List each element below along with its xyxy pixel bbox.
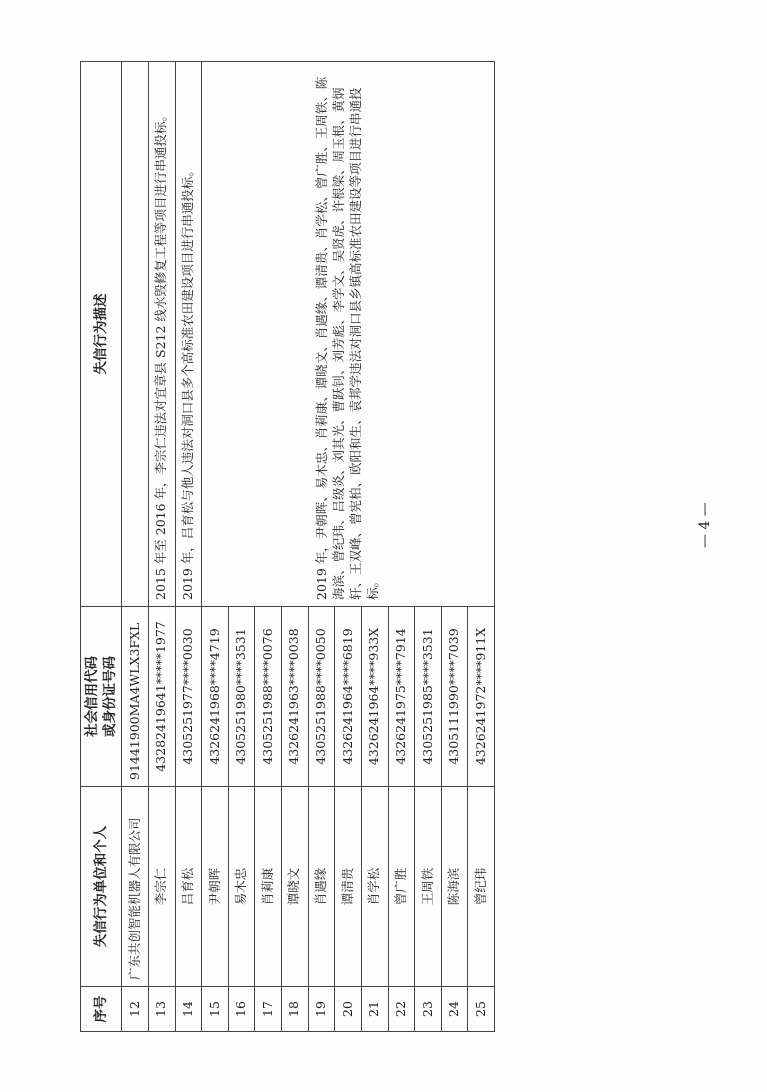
table-row bbox=[202, 62, 229, 1032]
row-name: 陈海滨 bbox=[441, 787, 468, 987]
row-no: 12 bbox=[122, 987, 149, 1032]
header-code-line1: 社会信用代码 bbox=[84, 656, 100, 737]
row-no: 19 bbox=[308, 987, 335, 1032]
row-no: 17 bbox=[255, 987, 282, 1032]
row-code: 4305111990****7039 bbox=[441, 607, 468, 787]
page-number-text: — 4 — bbox=[697, 502, 713, 548]
row-no: 16 bbox=[228, 987, 255, 1032]
header-code-line2: 或身份证号码 bbox=[102, 656, 119, 737]
row-code: 4326241964****933X bbox=[361, 607, 388, 787]
row-name: 肖莉康 bbox=[255, 787, 282, 987]
row-desc bbox=[122, 62, 149, 607]
header-no: 序号 bbox=[81, 987, 122, 1032]
row-desc: 2019 年，吕育松与他人违法对洞口县多个高标准农田建设项目进行串通投标。 bbox=[175, 62, 202, 607]
row-name: 曾广胜 bbox=[388, 787, 415, 987]
row-no: 24 bbox=[441, 987, 468, 1032]
rotated-table-container bbox=[80, 62, 495, 1032]
row-code: 4305251985****3531 bbox=[415, 607, 442, 787]
row-code: 4305251988****0076 bbox=[255, 607, 282, 787]
row-no: 14 bbox=[175, 987, 202, 1032]
row-name: 肖遇缘 bbox=[308, 787, 335, 987]
table-header-row bbox=[81, 62, 122, 1032]
row-code: 4305251977****0030 bbox=[175, 607, 202, 787]
row-code: 4326241964****6819 bbox=[335, 607, 362, 787]
row-no: 23 bbox=[415, 987, 442, 1032]
row-name: 肖学松 bbox=[361, 787, 388, 987]
page-number bbox=[685, 502, 725, 580]
row-code: 4326241968****4719 bbox=[202, 607, 229, 787]
row-name: 王周铁 bbox=[415, 787, 442, 987]
header-entity: 失信行为单位和个人 bbox=[81, 787, 122, 987]
row-name: 曾纪玮 bbox=[468, 787, 495, 987]
header-code bbox=[81, 607, 122, 787]
table-row bbox=[175, 62, 202, 1032]
dishonest-entities-table bbox=[80, 61, 495, 1032]
row-no: 13 bbox=[149, 987, 176, 1032]
row-no: 21 bbox=[361, 987, 388, 1032]
row-name: 吕育松 bbox=[175, 787, 202, 987]
row-code: 4326241975****7914 bbox=[388, 607, 415, 787]
row-code: 4326241963****0038 bbox=[282, 607, 309, 787]
group-desc: 2019 年，尹朝晖、易木忠、肖莉康、谭晓文、肖遇缘、谭清贵、肖学松、曾广胜、王周铁、陈海滨、曾纪玮、吕级炎、刘其光、曹跃钊、刘芳彪、李学文、吴贤虎、许根梁、周玉根、黄炳轩、王双峰、曾宪柏、欧阳和生、袁邦学违法对洞口县乡镇高标准农田建设等项目进行串通投标。 bbox=[202, 62, 495, 607]
row-no: 22 bbox=[388, 987, 415, 1032]
row-no: 18 bbox=[282, 987, 309, 1032]
row-code: 43282419641*****1977 bbox=[149, 607, 176, 787]
row-no: 25 bbox=[468, 987, 495, 1032]
row-code: 4305251980****3531 bbox=[228, 607, 255, 787]
row-no: 20 bbox=[335, 987, 362, 1032]
row-code: 4305251988****0050 bbox=[308, 607, 335, 787]
row-code: 91441900MA4WLX3FXL bbox=[122, 607, 149, 787]
table-row bbox=[122, 62, 149, 1032]
row-name: 谭清贵 bbox=[335, 787, 362, 987]
header-desc: 失信行为描述 bbox=[81, 62, 122, 607]
row-name: 易木忠 bbox=[228, 787, 255, 987]
row-desc: 2015 年至 2016 年，李宗仁违法对宜章县 S212 线水毁修复工程等项目进行串通投标。 bbox=[149, 62, 176, 607]
row-code: 4326241972****911X bbox=[468, 607, 495, 787]
row-no: 15 bbox=[202, 987, 229, 1032]
row-name: 谭晓文 bbox=[282, 787, 309, 987]
row-name: 尹朝晖 bbox=[202, 787, 229, 987]
row-name: 广东共创智能机器人有限公司 bbox=[122, 787, 149, 987]
table-row bbox=[149, 62, 176, 1032]
row-name: 李宗仁 bbox=[149, 787, 176, 987]
